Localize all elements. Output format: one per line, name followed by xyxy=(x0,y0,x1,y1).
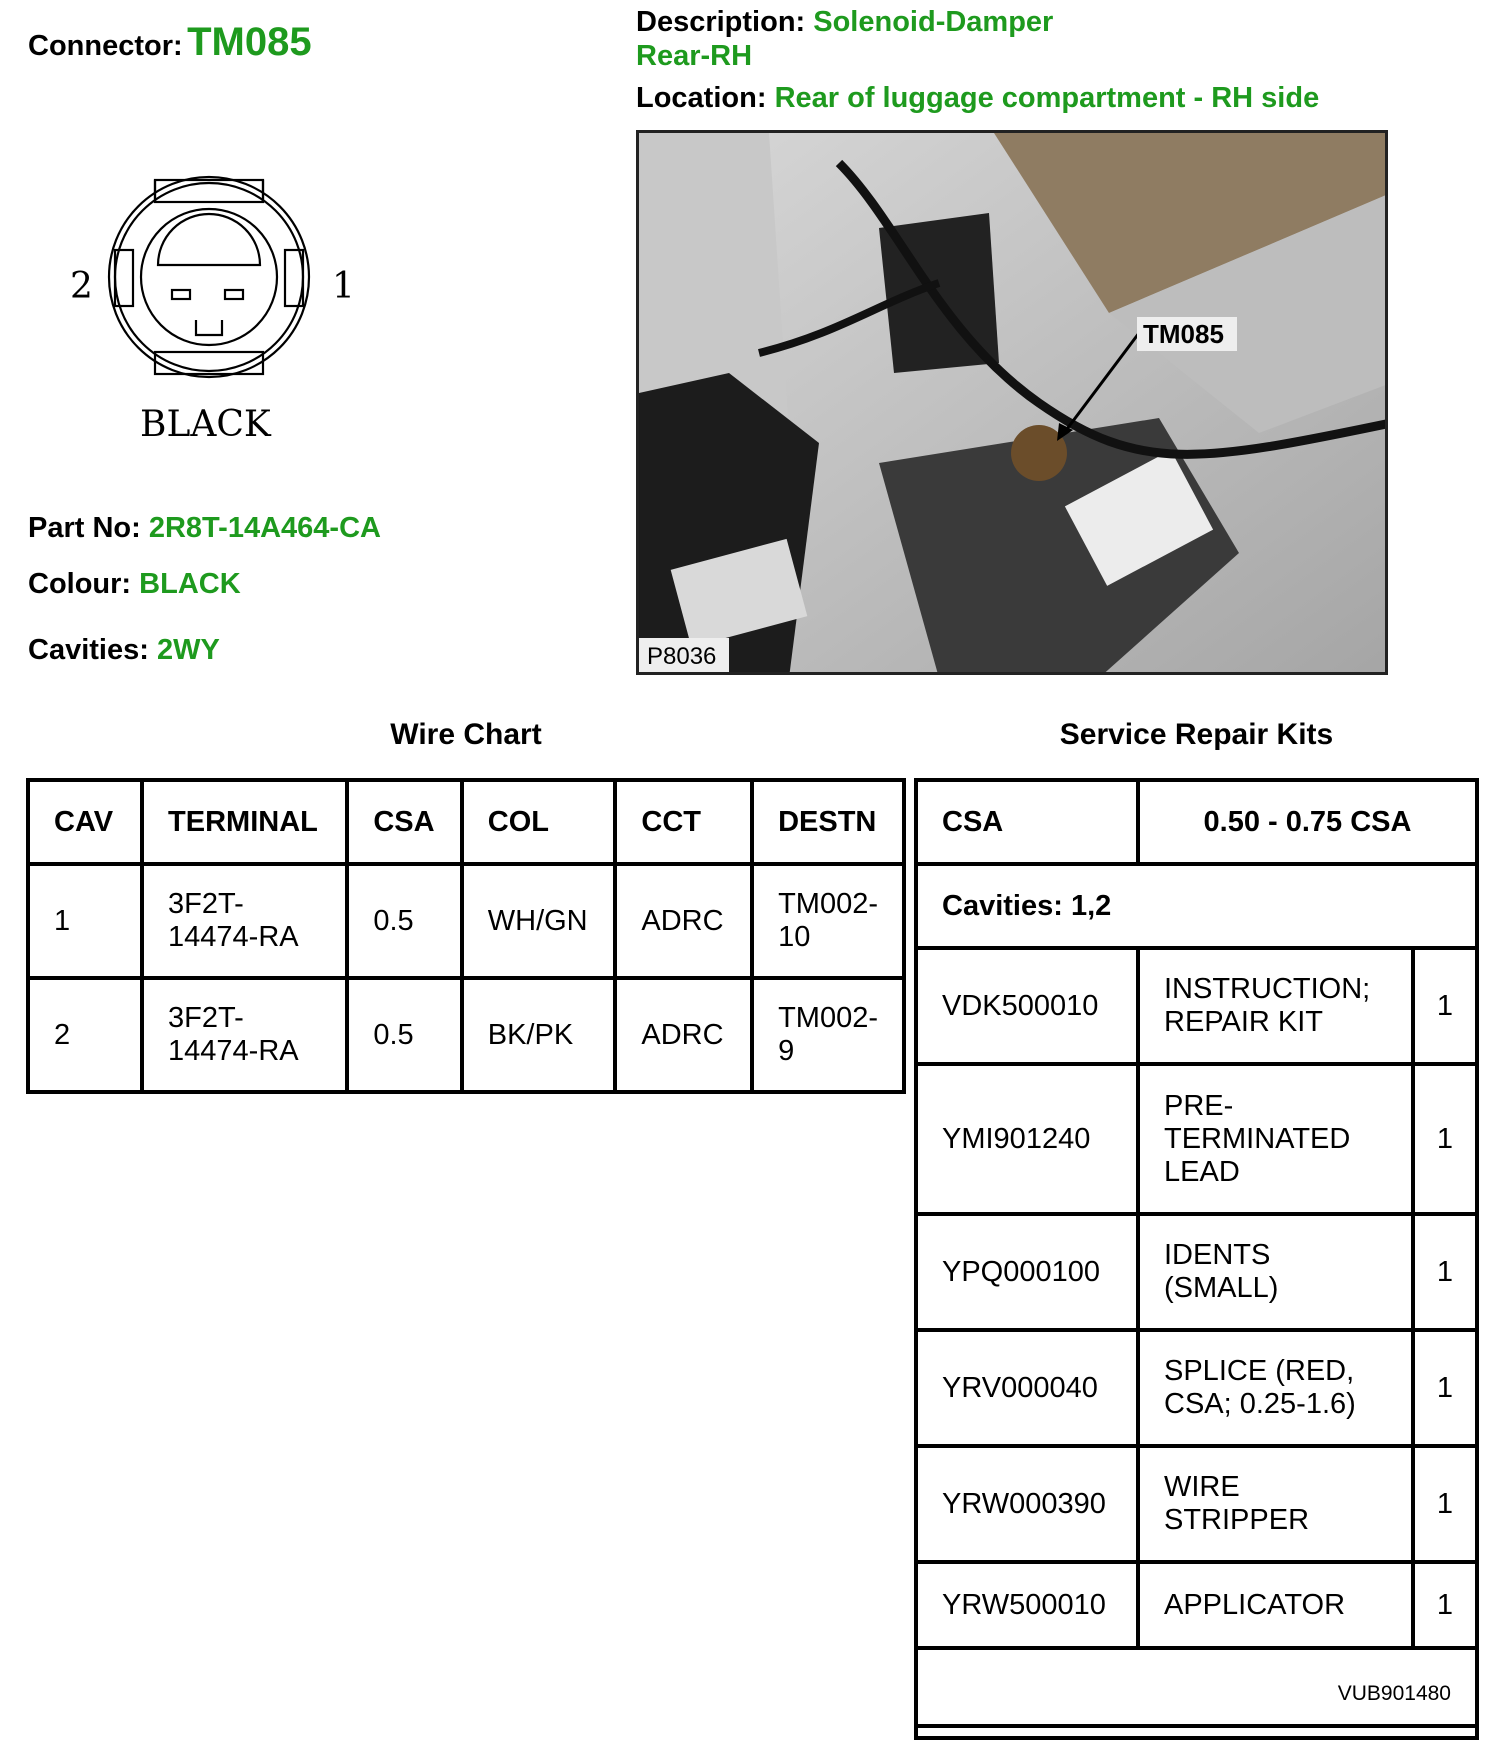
cell-col: BK/PK xyxy=(462,978,616,1092)
cell-cct: ADRC xyxy=(615,864,752,978)
header-destn: DESTN xyxy=(752,780,904,864)
repair-kits-table xyxy=(914,778,1479,1740)
location xyxy=(636,82,1319,115)
header-cav: CAV xyxy=(28,780,142,864)
cell-terminal: 3F2T- 14474-RA xyxy=(142,978,347,1092)
pin-label-2: 2 xyxy=(70,266,93,307)
header-col: COL xyxy=(462,780,616,864)
header-terminal: TERMINAL xyxy=(142,780,347,864)
connector-heading xyxy=(28,20,312,65)
wire-chart-header-row xyxy=(28,780,904,864)
table-row xyxy=(916,1330,1477,1446)
diagram-colour-caption: BLACK xyxy=(140,404,271,445)
kit-description: PRE- TERMINATED LEAD xyxy=(1138,1064,1413,1214)
connector-label: Connector: xyxy=(28,30,183,62)
photo-callout: TM085 xyxy=(1143,319,1224,349)
kit-description: INSTRUCTION; REPAIR KIT xyxy=(1138,948,1413,1064)
header-csa: CSA xyxy=(347,780,461,864)
kit-part-number: YRW500010 xyxy=(916,1562,1138,1648)
cell-cav: 2 xyxy=(28,978,142,1092)
kit-quantity: 1 xyxy=(1413,1214,1477,1330)
kit-quantity: 1 xyxy=(1413,1562,1477,1648)
photo-ref: P8036 xyxy=(647,643,717,670)
table-row xyxy=(28,978,904,1092)
kit-part-number: VDK500010 xyxy=(916,948,1138,1064)
cell-destn: TM002- 9 xyxy=(752,978,904,1092)
cell-cct: ADRC xyxy=(615,978,752,1092)
cavities-label: Cavities: xyxy=(28,634,149,666)
cavities-value: 2WY xyxy=(156,634,220,666)
kit-quantity: 1 xyxy=(1413,1446,1477,1562)
repair-kit-reference: VUB901480 xyxy=(916,1648,1477,1738)
repair-kits-cavities-row xyxy=(916,864,1477,948)
repair-kits-footer-row xyxy=(916,1648,1477,1738)
location-label: Location: xyxy=(636,82,767,114)
kit-part-number: YMI901240 xyxy=(916,1064,1138,1214)
csa-range: 0.50 - 0.75 CSA xyxy=(1138,780,1477,864)
cell-destn: TM002- 10 xyxy=(752,864,904,978)
connector-id: TM085 xyxy=(187,20,312,64)
colour xyxy=(28,568,241,601)
repair-kits-title: Service Repair Kits xyxy=(1059,718,1334,751)
wire-chart-table xyxy=(26,778,906,1094)
repair-kits-cavities: Cavities: 1,2 xyxy=(916,864,1477,948)
header-cct: CCT xyxy=(615,780,752,864)
table-row xyxy=(916,948,1477,1064)
table-row xyxy=(916,1214,1477,1330)
kit-description: WIRE STRIPPER xyxy=(1138,1446,1413,1562)
part-number-label: Part No: xyxy=(28,512,141,544)
part-number-value: 2R8T-14A464-CA xyxy=(148,512,381,544)
table-row xyxy=(916,1562,1477,1648)
cell-csa: 0.5 xyxy=(347,978,461,1092)
part-number xyxy=(28,512,381,545)
kit-quantity: 1 xyxy=(1413,1330,1477,1446)
description xyxy=(636,6,1053,39)
kit-description: APPLICATOR xyxy=(1138,1562,1413,1648)
kit-description: IDENTS (SMALL) xyxy=(1138,1214,1413,1330)
wire-chart-title: Wire Chart xyxy=(390,718,542,751)
repair-kits-csa-row xyxy=(916,780,1477,864)
csa-label: CSA xyxy=(916,780,1138,864)
description-label: Description: xyxy=(636,6,806,38)
connector-face-diagram xyxy=(60,170,360,460)
colour-label: Colour: xyxy=(28,568,132,600)
location-photo xyxy=(636,130,1388,675)
cell-terminal: 3F2T- 14474-RA xyxy=(142,864,347,978)
cell-cav: 1 xyxy=(28,864,142,978)
kit-description: SPLICE (RED, CSA; 0.25-1.6) xyxy=(1138,1330,1413,1446)
cavities xyxy=(28,634,220,667)
colour-value: BLACK xyxy=(139,568,241,600)
cell-csa: 0.5 xyxy=(347,864,461,978)
pin-label-1: 1 xyxy=(332,266,355,307)
table-row xyxy=(916,1064,1477,1214)
table-row xyxy=(28,864,904,978)
location-value: Rear of luggage compartment - RH side xyxy=(774,82,1320,114)
luggage-compartment-photo xyxy=(639,133,1388,675)
kit-part-number: YRV000040 xyxy=(916,1330,1138,1446)
kit-quantity: 1 xyxy=(1413,1064,1477,1214)
description-line2: Rear-RH xyxy=(636,40,753,72)
kit-quantity: 1 xyxy=(1413,948,1477,1064)
cell-col: WH/GN xyxy=(462,864,616,978)
table-row xyxy=(916,1446,1477,1562)
kit-part-number: YPQ000100 xyxy=(916,1214,1138,1330)
description-line1: Solenoid-Damper xyxy=(813,6,1054,38)
kit-part-number: YRW000390 xyxy=(916,1446,1138,1562)
